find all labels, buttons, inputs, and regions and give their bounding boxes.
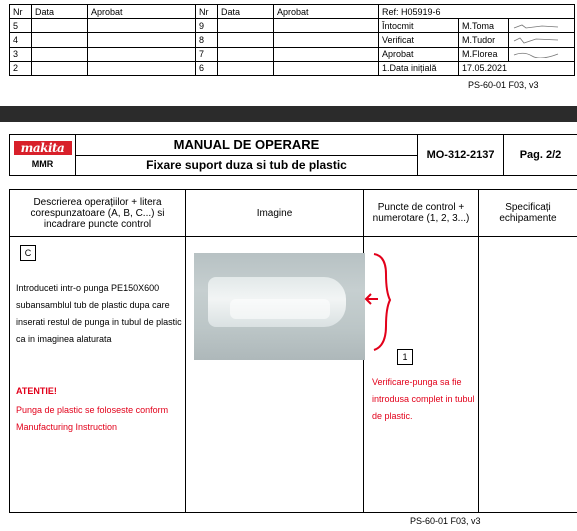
separator-band [0,106,577,122]
rev-cell [88,61,196,75]
step-description: Introduceti intr-o punga PE150X600 subansamblul tub de plastic dupa care inserati restul de punga in tubul de plastic ca in imaginea alaturata [16,283,182,344]
rev-header-data: Data [32,5,88,19]
rev-cell [218,19,274,33]
warning-text: Punga de plastic se foloseste conform Manufacturing Instruction [16,405,169,432]
col-header-control: Puncte de control + numerotare (1, 2, 3...) [364,190,479,237]
revision-table [9,4,575,76]
form-code-top: PS-60-01 F03, v3 [468,80,539,90]
ref-number: Ref: H05919-6 [379,5,575,19]
form-code-bottom: PS-60-01 F03, v3 [410,516,481,526]
signature-cell [509,19,575,33]
signature-icon [512,37,560,44]
photo-plastic-tube [194,253,365,360]
col-header-description: Descrierea operațiilor + litera corespunzatoare (A, B, C...) si incadrare puncte control [10,190,186,237]
manual-header [9,134,577,176]
rev-nr: 3 [10,47,32,61]
rev-nr: 6 [196,61,218,75]
manual-subtitle: Fixare suport duza si tub de plastic [76,155,418,176]
rev-cell [218,61,274,75]
equipment-cell [479,237,577,513]
rev-cell [274,33,379,47]
control-point-text: Verificare-punga sa fie introdusa complet in tubul de plastic. [372,377,475,421]
col-header-equipment: Specificați echipamente [479,190,577,237]
rev-header-aprobat: Aprobat [88,5,196,19]
role-label: Aprobat [379,47,459,61]
rev-cell [88,19,196,33]
logo-cell [10,135,76,176]
document-code: MO-312-2137 [418,135,504,176]
tube-highlight [230,299,330,319]
role-label: Întocmit [379,19,459,33]
rev-cell [274,19,379,33]
rev-nr: 4 [10,33,32,47]
rev-cell [32,19,88,33]
signature-cell [509,33,575,47]
rev-cell [88,47,196,61]
role-name: M.Florea [459,47,509,61]
control-point-number: 1 [397,349,413,365]
page-number: Pag. 2/2 [504,135,577,176]
rev-nr: 2 [10,61,32,75]
signature-icon [512,23,560,30]
rev-nr: 7 [196,47,218,61]
makita-logo: makita [14,141,72,155]
col-header-image: Imagine [186,190,364,237]
initial-date: 17.05.2021 [459,61,575,75]
rev-cell [274,61,379,75]
rev-header-nr: Nr [196,5,218,19]
signature-cell [509,47,575,61]
description-cell [10,237,186,513]
arrow-left-icon [364,292,380,306]
rev-nr: 9 [196,19,218,33]
signature-icon [512,51,560,58]
rev-header-nr: Nr [10,5,32,19]
rev-nr: 5 [10,19,32,33]
rev-cell [32,47,88,61]
rev-nr: 8 [196,33,218,47]
manual-title: MANUAL DE OPERARE [76,135,418,156]
role-label: Verificat [379,33,459,47]
role-label: 1.Data inițială [379,61,459,75]
rev-cell [218,33,274,47]
rev-cell [218,47,274,61]
rev-cell [32,61,88,75]
rev-cell [32,33,88,47]
warning-title: ATENTIE! [16,386,57,396]
role-name: M.Toma [459,19,509,33]
rev-cell [88,33,196,47]
rev-cell [274,47,379,61]
rev-header-aprobat: Aprobat [274,5,379,19]
role-name: M.Tudor [459,33,509,47]
rev-header-data: Data [218,5,274,19]
step-letter: C [20,245,36,261]
dept-label: MMR [31,159,54,169]
